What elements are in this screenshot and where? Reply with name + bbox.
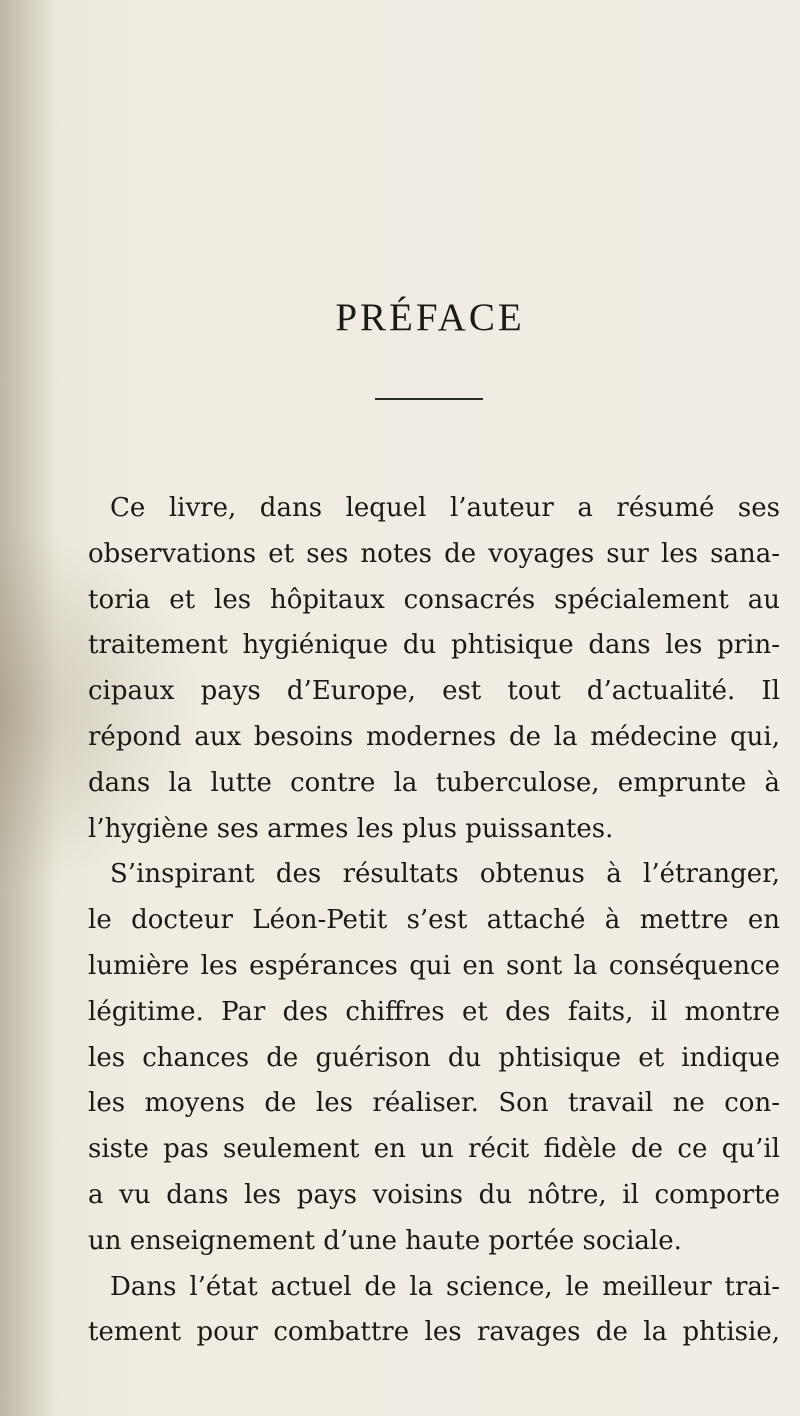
text-line: Ce livre, dans lequel l’auteur a résumé ses xyxy=(110,493,780,523)
text-line: siste pas seulement en un récit fidèle de ce qu’il xyxy=(88,1134,780,1165)
text-line: l’hygiène ses armes les plus puissantes. xyxy=(88,813,614,844)
text-line: un enseignement d’une haute portée sociale. xyxy=(88,1225,682,1256)
page-title: PRÉFACE xyxy=(335,296,525,339)
text-line: traitement hygiénique du phtisique dans les prin- xyxy=(88,630,780,661)
preface-body xyxy=(88,486,780,1356)
text-line: toria et les hôpitaux consacrés spécialement au xyxy=(88,584,780,615)
text-line: observations et ses notes de voyages sur les sana- xyxy=(88,538,780,569)
text-line: cipaux pays d’Europe, est tout d’actualité. Il xyxy=(88,676,780,707)
text-line: répond aux besoins modernes de la médecine qui, xyxy=(88,721,780,752)
page-edge-shadow xyxy=(0,0,55,1416)
text-line: S’inspirant des résultats obtenus à l’étranger, xyxy=(110,859,780,890)
text-line: a vu dans les pays voisins du nôtre, il comporte xyxy=(88,1179,780,1210)
text-line: légitime. Par des chiffres et des faits, il montre xyxy=(88,996,780,1027)
text-line: lumière les espérances qui en sont la conséquence xyxy=(88,950,780,981)
text-line: les chances de guérison du phtisique et indique xyxy=(88,1042,780,1073)
text-line: tement pour combattre les ravages de la phtisie, xyxy=(88,1317,780,1348)
text-line: les moyens de les réaliser. Son travail ne con- xyxy=(88,1088,780,1119)
text-line: Dans l’état actuel de la science, le meilleur trai- xyxy=(110,1271,780,1302)
text-line: dans la lutte contre la tuberculose, emprunte à xyxy=(88,767,780,798)
text-line: le docteur Léon-Petit s’est attaché à mettre en xyxy=(88,905,780,936)
title-divider xyxy=(375,398,483,400)
